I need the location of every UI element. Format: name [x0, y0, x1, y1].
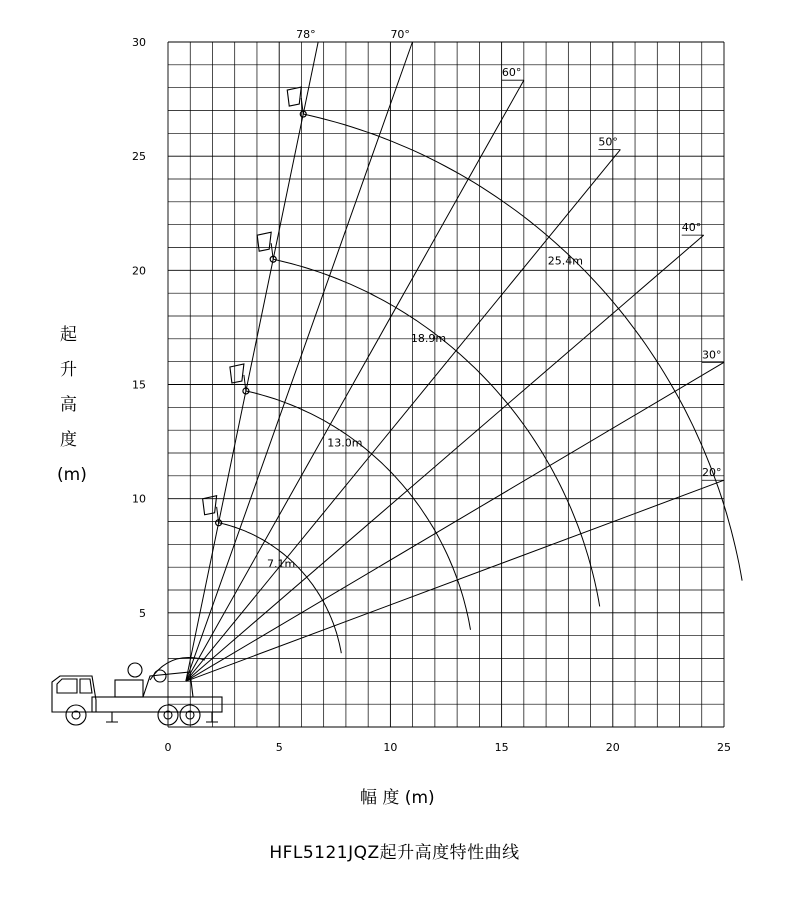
boom-length-arc: [303, 114, 742, 581]
angle-label: 30°: [702, 348, 722, 362]
angle-label: 60°: [501, 66, 522, 80]
angle-label: 78°: [296, 28, 316, 41]
y-axis-label: [57, 325, 87, 485]
y-tick-label: 10: [132, 492, 146, 506]
work-platform-basket: [257, 232, 271, 251]
boom-length-arc: [273, 259, 600, 606]
angle-ray: [186, 480, 724, 681]
chart-title: HFL5121JQZ起升高度特性曲线: [269, 843, 520, 863]
angle-label: 50°: [598, 135, 618, 149]
annotations: [267, 28, 724, 571]
angle-label: 20°: [702, 466, 722, 480]
angle-label: 40°: [681, 221, 702, 235]
angle-ray: [186, 150, 621, 682]
curves: [219, 114, 743, 653]
y-tick-label: 20: [132, 264, 146, 278]
angle-ray: [186, 80, 524, 681]
y-tick-label: 15: [132, 378, 146, 392]
x-tick-label: 20: [605, 741, 620, 754]
angle-ray: [186, 235, 704, 681]
work-platform-basket: [230, 364, 244, 383]
boom-length-label: 25.4m: [547, 254, 583, 268]
x-tick-label: 0: [164, 741, 172, 754]
boom-length-label: 7.1m: [267, 557, 296, 571]
boom-length-label: 13.0m: [327, 436, 363, 450]
y-tick-label: 25: [132, 150, 146, 164]
x-tick-label: 5: [275, 741, 283, 754]
x-axis-label: 幅 度 (m): [360, 788, 435, 808]
boom-length-label: 18.9m: [410, 331, 447, 345]
y-label-char-2: 升: [60, 360, 77, 380]
x-tick-label: 10: [383, 741, 398, 754]
y-tick-label: 30: [132, 36, 146, 49]
y-label-char-1: 起: [60, 325, 77, 345]
y-tick-label: 5: [139, 606, 146, 620]
platform-baskets: [203, 87, 307, 526]
x-tick-label: 25: [717, 741, 731, 754]
y-label-char-4: 度: [60, 430, 77, 450]
y-label-char-5: (m): [57, 465, 87, 485]
y-label-char-3: 高: [60, 395, 77, 415]
tick-labels: [132, 36, 731, 754]
angle-label: 70°: [390, 28, 410, 41]
boom-length-arc: [219, 523, 342, 653]
x-tick-label: 15: [494, 741, 509, 754]
work-platform-basket: [287, 87, 301, 106]
